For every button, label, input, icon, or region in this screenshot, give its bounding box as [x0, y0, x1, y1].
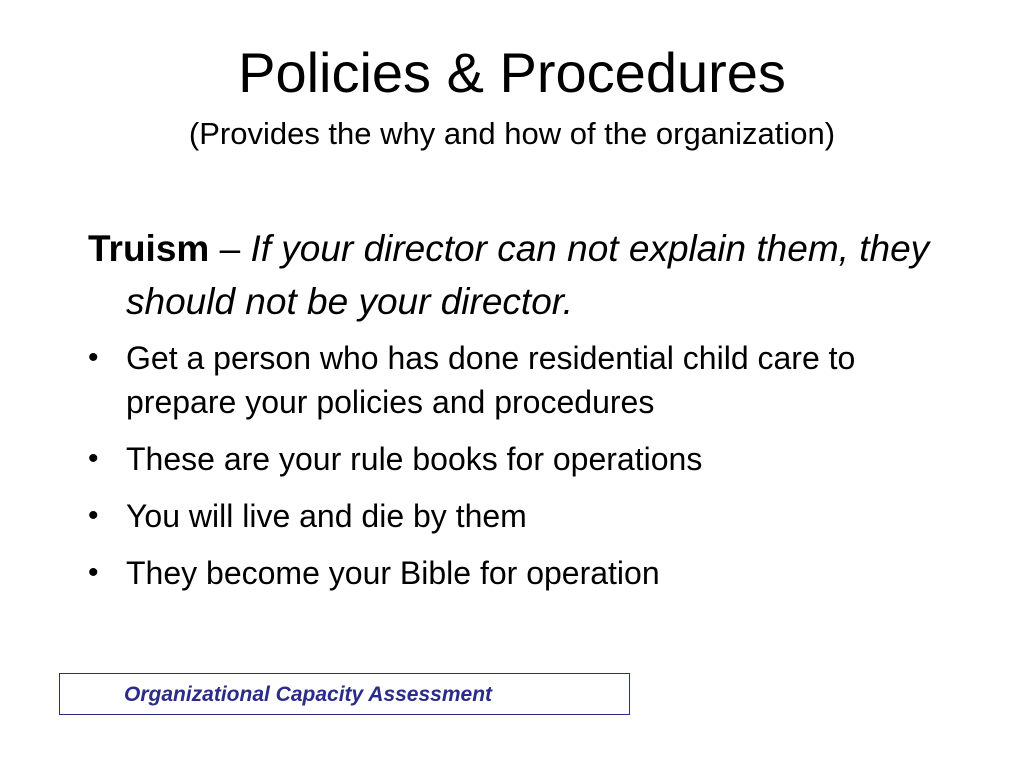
footer-banner	[59, 673, 630, 715]
truism-quote: If your director can not explain them, they should not be your director.	[126, 228, 930, 322]
bullet-item	[88, 494, 948, 538]
bullet-text: These are your rule books for operations	[126, 441, 703, 477]
bullet-item	[88, 551, 948, 595]
bullet-text: They become your Bible for operation	[126, 555, 660, 591]
truism-label: Truism	[88, 228, 210, 269]
bullet-marker: •	[88, 556, 99, 589]
slide-body	[88, 222, 948, 608]
bullet-item	[88, 437, 948, 481]
bullet-text: You will live and die by them	[126, 498, 527, 534]
bullet-marker: •	[88, 499, 99, 532]
bullet-marker: •	[88, 341, 99, 374]
truism-statement	[88, 222, 948, 328]
slide-subtitle: (Provides the why and how of the organization)	[188, 116, 836, 151]
footer-text: Organizational Capacity Assessment	[124, 683, 493, 706]
bullet-text: Get a person who has done residential child care to prepare your policies and procedures	[126, 340, 856, 420]
truism-dash: –	[209, 228, 251, 269]
bullet-marker: •	[88, 442, 99, 475]
bullet-item	[88, 336, 948, 424]
bullet-list	[88, 336, 948, 595]
slide-title: Policies & Procedures	[238, 41, 786, 104]
